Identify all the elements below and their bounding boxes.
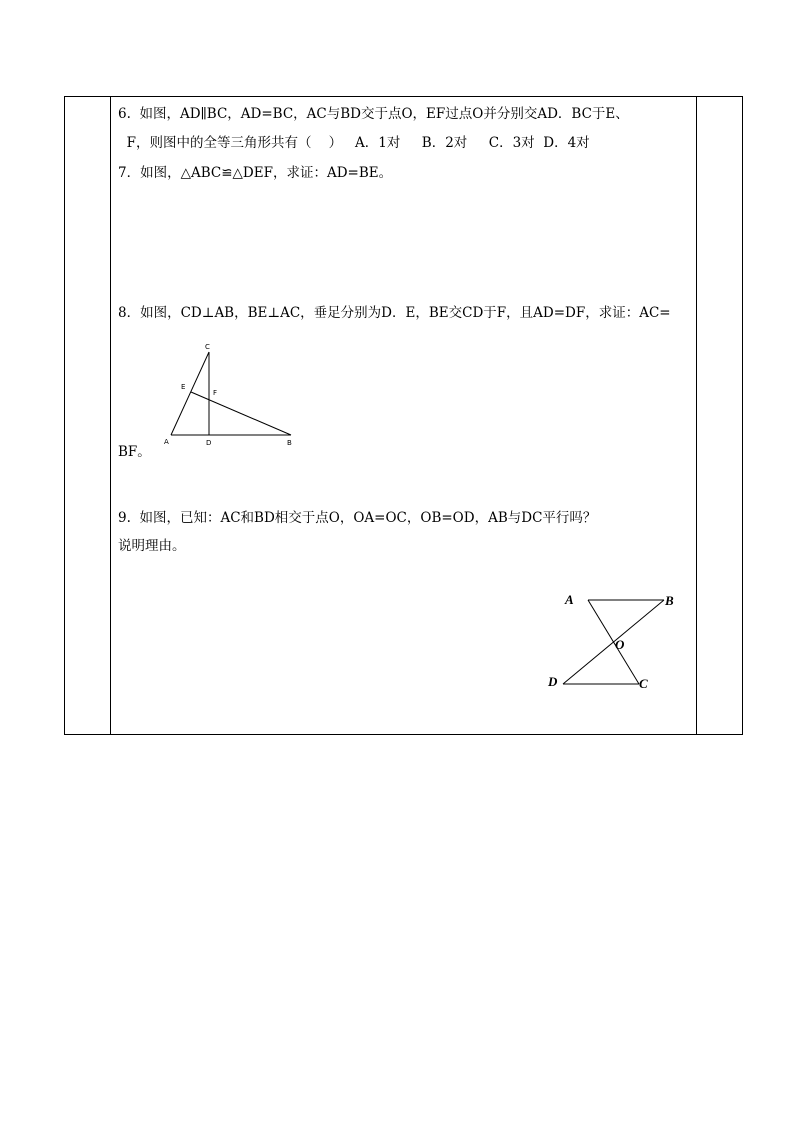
q8-label-b: B [287, 439, 292, 447]
q6-line2: F，则图中的全等三角形共有（ ） A．1对 B．2对 C．3对 D．4对 [118, 135, 590, 151]
q8-line1: 8．如图，CD⊥AB，BE⊥AC，垂足分别为D．E，BE交CD于F，且AD=DF，求证：AC= [118, 305, 671, 321]
q8-label-a: A [164, 438, 169, 446]
q6-line1: 6. 如图，AD∥BC，AD=BC，AC与BD交于点O，EF过点O并分别交AD．BC于E、 [118, 106, 629, 122]
q8-label-f: F [213, 389, 218, 397]
q8-label-e: E [181, 383, 186, 391]
q9-label-b: B [665, 593, 674, 608]
q9-segment-bd [563, 600, 664, 684]
q8-line2: BF。 [118, 444, 151, 460]
q8-label-c: C [205, 343, 210, 351]
q9-label-o: O [615, 637, 625, 652]
q9-label-c: C [639, 676, 648, 691]
q7-line1: 7．如图，△ABC≌△DEF，求证：AD=BE。 [118, 165, 393, 181]
q9-line1: 9. 如图，已知：AC和BD相交于点O，OA=OC，OB=OD，AB与DC平行吗？ [118, 510, 597, 526]
q8-label-d: D [206, 439, 212, 447]
q9-line2: 说明理由。 [118, 538, 186, 554]
q9-label-a: A [565, 592, 574, 607]
q9-label-d: D [548, 674, 558, 689]
